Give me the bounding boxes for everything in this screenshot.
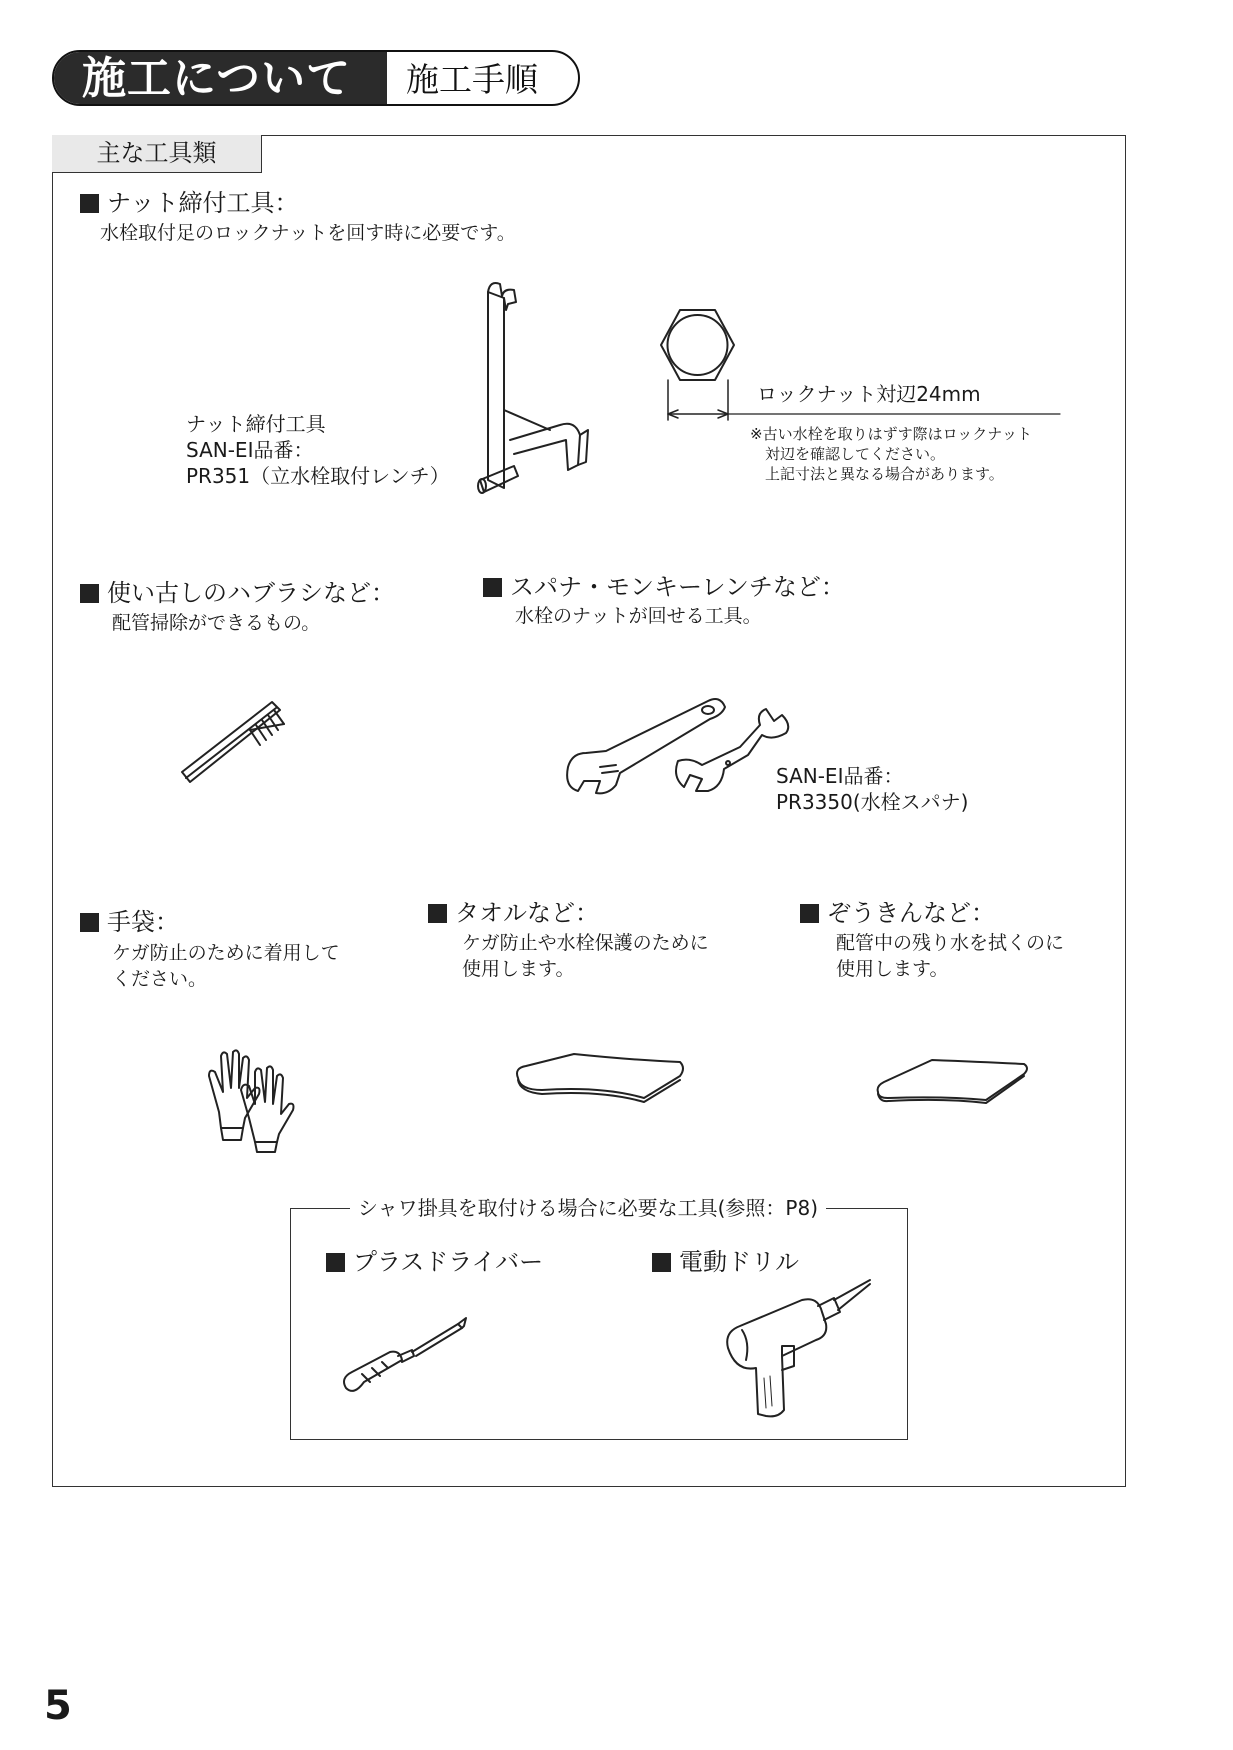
- faucet-wrench-icon: [470, 280, 600, 520]
- toothbrush-desc: 配管掃除ができるもの。: [112, 612, 321, 634]
- towel-desc-2: 使用します。: [462, 958, 575, 980]
- bullet-square-icon: [80, 913, 99, 932]
- gloves-heading: 手袋：: [80, 907, 179, 937]
- bullet-square-icon: [80, 194, 99, 213]
- bullet-square-icon: [326, 1253, 345, 1272]
- adjustable-wrench-icon: [560, 695, 820, 805]
- spanner-desc: 水栓のナットが回せる工具。: [515, 605, 762, 627]
- nut-tool-label-model: PR351（立水栓取付レンチ）: [186, 464, 450, 488]
- spanner-label-code: SAN-EI品番：: [776, 764, 904, 788]
- header-title: 施工について: [82, 53, 352, 104]
- rag-desc-2: 使用します。: [836, 958, 949, 980]
- toothbrush-heading: 使い古しのハブラシなど：: [80, 578, 395, 608]
- towel-desc-1: ケガ防止や水栓保護のために: [462, 932, 709, 954]
- shower-tools-title: シャワ掛具を取付ける場合に必要な工具(参照：P8): [350, 1195, 826, 1221]
- bullet-square-icon: [80, 584, 99, 603]
- toothbrush-icon: [180, 700, 310, 800]
- rag-desc-1: 配管中の残り水を拭くのに: [836, 932, 1065, 954]
- spanner-label-model: PR3350(水栓スパナ): [776, 790, 969, 814]
- page-header: [52, 50, 580, 106]
- towel-icon: [512, 1050, 687, 1110]
- electric-drill-icon: [722, 1276, 872, 1426]
- gloves-icon: [205, 1048, 305, 1153]
- drill-heading: 電動ドリル: [652, 1247, 799, 1277]
- nut-note-2: 対辺を確認してください。: [765, 445, 946, 463]
- page-number: 5: [44, 1683, 72, 1729]
- nut-dimension-label: ロックナット対辺24mm: [757, 382, 981, 406]
- nut-tool-desc: 水栓取付足のロックナットを回す時に必要です。: [100, 222, 516, 244]
- nut-tool-label-name: ナット締付工具: [186, 412, 326, 436]
- gloves-desc-2: ください。: [112, 968, 208, 990]
- bullet-square-icon: [428, 904, 447, 923]
- nut-tool-heading: ナット締付工具：: [80, 188, 299, 218]
- section-tab: 主な工具類: [52, 135, 262, 173]
- nut-note-1: ※古い水栓を取りはずす際はロックナット: [750, 425, 1032, 443]
- rag-icon: [874, 1058, 1029, 1108]
- bullet-square-icon: [483, 578, 502, 597]
- bullet-square-icon: [800, 904, 819, 923]
- rag-heading: ぞうきんなど：: [800, 898, 995, 928]
- nut-tool-label-code: SAN-EI品番：: [186, 438, 314, 462]
- screwdriver-icon: [340, 1316, 470, 1406]
- screwdriver-heading: プラスドライバー: [326, 1247, 543, 1277]
- towel-heading: タオルなど：: [428, 898, 599, 928]
- spanner-heading: スパナ・モンキーレンチなど：: [483, 572, 845, 602]
- nut-note-3: 上記寸法と異なる場合があります。: [765, 465, 1004, 483]
- gloves-desc-1: ケガ防止のために着用して: [112, 942, 340, 964]
- bullet-square-icon: [652, 1253, 671, 1272]
- header-subtitle: 施工手順: [406, 60, 538, 99]
